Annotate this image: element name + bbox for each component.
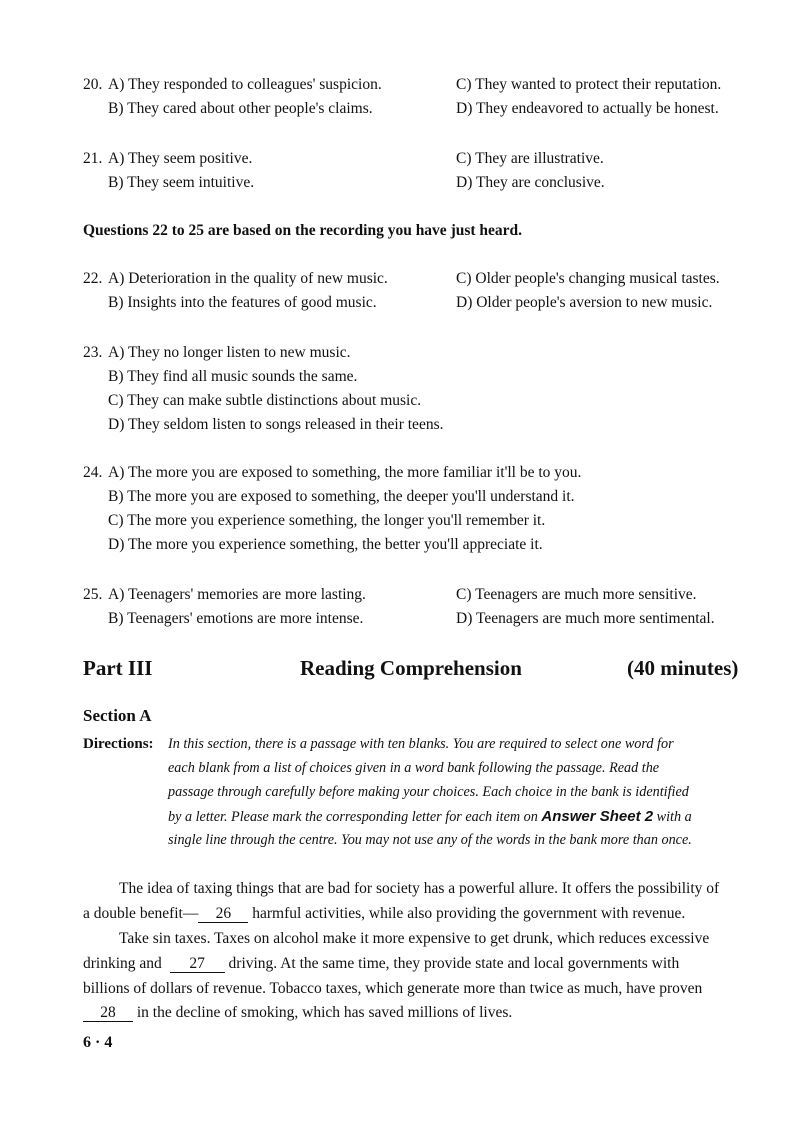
option-d: D) Older people's aversion to new music. [456,294,713,311]
passage-text: driving. At the same time, they provide state and local governments with [228,955,680,972]
option-d: D) They endeavored to actually be honest. [456,100,719,117]
option-a: A) Deterioration in the quality of new music. [108,270,388,287]
blank-26: 26 [198,906,248,923]
directions-line: each blank from a list of choices given in a word bank following the passage. Read the [168,760,660,776]
option-b: B) They seem intuitive. [108,174,255,191]
option-b: B) The more you are exposed to something, the deeper you'll understand it. [108,488,575,505]
passage-text: harmful activities, while also providing the government with revenue. [252,905,686,922]
option-d: D) Teenagers are much more sentimental. [456,610,715,627]
question-number: 24. [83,464,103,481]
option-c: C) They can make subtle distinctions about music. [108,392,422,409]
option-d: D) They are conclusive. [456,174,605,191]
directions-line-text: by a letter. Please mark the corresponding letter for each item on [168,809,538,825]
option-a: A) They responded to colleagues' suspicion. [108,76,382,93]
question-number: 23. [83,344,103,361]
directions-line: passage through carefully before making your choices. Each choice in the bank is identified [168,784,689,800]
directions-line-end: with a [656,809,692,825]
blank-28: 28 [83,1005,133,1022]
passage-line [83,905,685,923]
answer-sheet-label: Answer Sheet 2 [541,808,654,825]
passage-line [83,1004,512,1022]
directions-line: single line through the centre. You may not use any of the words in the bank more than once. [168,832,692,848]
instruction-heading: Questions 22 to 25 are based on the recording you have just heard. [83,222,523,239]
passage-text: in the decline of smoking, which has saved millions of lives. [136,1004,513,1021]
section-title: Section A [83,706,152,725]
directions-line: In this section, there is a passage with ten blanks. You are required to select one word for [168,736,674,752]
part-label: Part III [83,656,153,680]
option-a: A) The more you are exposed to something, the more familiar it'll be to you. [108,464,582,481]
question-number: 22. [83,270,103,287]
directions-label: Directions: [83,736,154,752]
option-b: B) They cared about other people's claims. [108,100,373,117]
option-c: C) They wanted to protect their reputation. [456,76,722,93]
page-number: 6 · 4 [83,1034,113,1051]
part-time: (40 minutes) [627,656,739,680]
option-c: C) Teenagers are much more sensitive. [456,586,697,603]
option-c: C) The more you experience something, the longer you'll remember it. [108,512,546,529]
part-title: Reading Comprehension [300,656,522,680]
option-a: A) They no longer listen to new music. [108,344,351,361]
option-b: B) Teenagers' emotions are more intense. [108,610,364,627]
option-c: C) Older people's changing musical tastes. [456,270,720,287]
blank-27: 27 [170,956,225,973]
directions-line [168,808,692,826]
passage-text: drinking and [83,955,162,972]
passage-line: billions of dollars of revenue. Tobacco taxes, which generate more than twice as much, have proven [83,980,703,997]
passage-text: a double benefit— [83,905,199,922]
option-d: D) They seldom listen to songs released in their teens. [108,416,444,433]
option-c: C) They are illustrative. [456,150,604,167]
passage-line: Take sin taxes. Taxes on alcohol make it more expensive to get drunk, which reduces excessive [119,930,710,947]
option-d: D) The more you experience something, the better you'll appreciate it. [108,536,543,553]
option-b: B) They find all music sounds the same. [108,368,358,385]
option-b: B) Insights into the features of good music. [108,294,377,311]
question-number: 20. [83,76,103,93]
question-number: 25. [83,586,103,603]
option-a: A) Teenagers' memories are more lasting. [108,586,366,603]
question-number: 21. [83,150,103,167]
passage-line [83,955,679,973]
passage-line: The idea of taxing things that are bad for society has a powerful allure. It offers the possibility of [119,880,720,897]
option-a: A) They seem positive. [108,150,253,167]
